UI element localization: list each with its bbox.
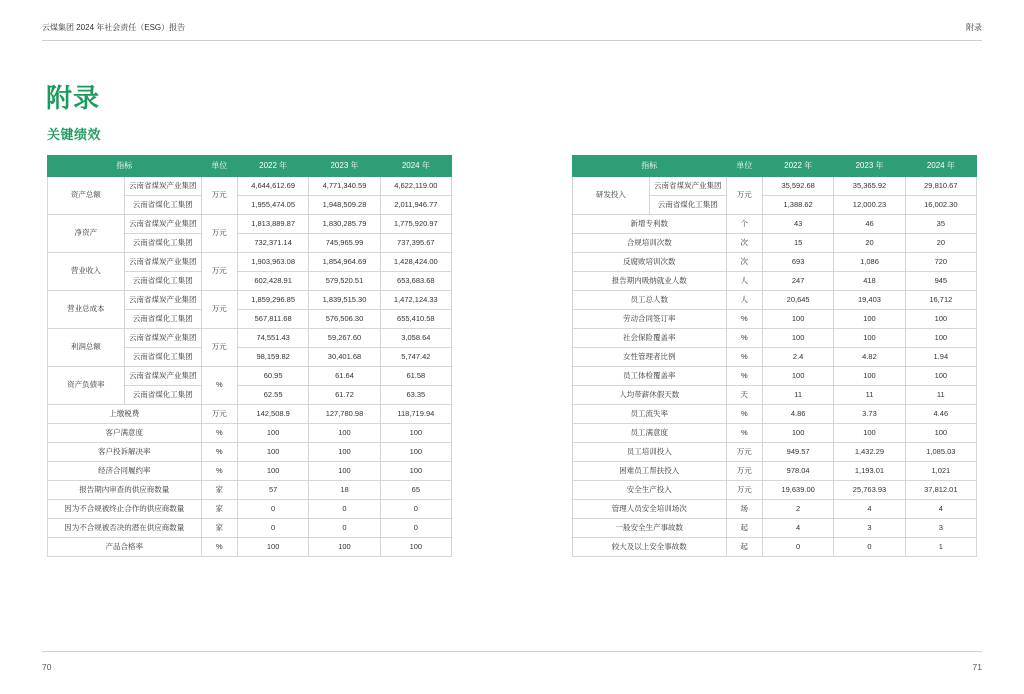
metric-group-label: 营业总成本	[48, 291, 125, 329]
metric-sub-label: 云南省煤化工集团	[649, 196, 726, 215]
metric-value: 0	[309, 519, 380, 538]
metric-sub-label: 云南省煤炭产业集团	[124, 177, 201, 196]
table-row	[573, 481, 977, 500]
metric-unit: %	[201, 424, 237, 443]
metric-label: 反腐败培训次数	[573, 253, 727, 272]
metric-sub-label: 云南省煤化工集团	[124, 348, 201, 367]
metric-unit: 起	[726, 519, 762, 538]
metric-value: 653,683.68	[380, 272, 451, 291]
metric-value: 30,401.68	[309, 348, 380, 367]
metric-unit: 天	[726, 386, 762, 405]
metric-value: 19,639.00	[762, 481, 833, 500]
metric-group-label: 营业收入	[48, 253, 125, 291]
metric-value: 100	[309, 443, 380, 462]
metric-group-label: 利润总额	[48, 329, 125, 367]
table-row	[573, 405, 977, 424]
table-row	[573, 215, 977, 234]
col-unit: 单位	[201, 156, 237, 177]
metric-value: 945	[905, 272, 976, 291]
metric-unit: %	[201, 443, 237, 462]
metric-value: 65	[380, 481, 451, 500]
metric-label: 新增专利数	[573, 215, 727, 234]
metric-value: 1.94	[905, 348, 976, 367]
metric-value: 100	[237, 443, 308, 462]
metric-value: 1,428,424.00	[380, 253, 451, 272]
metric-value: 100	[380, 538, 451, 557]
metric-value: 737,395.67	[380, 234, 451, 253]
metric-value: 100	[762, 310, 833, 329]
metric-unit: %	[726, 405, 762, 424]
metric-sub-label: 云南省煤化工集团	[124, 386, 201, 405]
metric-value: 100	[834, 329, 905, 348]
metric-value: 100	[762, 329, 833, 348]
metric-value: 0	[309, 500, 380, 519]
metric-value: 61.72	[309, 386, 380, 405]
metric-value: 576,506.30	[309, 310, 380, 329]
page-footer	[0, 662, 1024, 672]
metric-value: 693	[762, 253, 833, 272]
metric-label: 安全生产投入	[573, 481, 727, 500]
metric-value: 3.73	[834, 405, 905, 424]
metric-value: 63.35	[380, 386, 451, 405]
metric-value: 100	[762, 367, 833, 386]
metric-value: 1	[905, 538, 976, 557]
table-row	[48, 462, 452, 481]
metric-value: 2,011,946.77	[380, 196, 451, 215]
metric-group-label: 资产总额	[48, 177, 125, 215]
metric-group-label: 资产负债率	[48, 367, 125, 405]
metric-unit: %	[726, 424, 762, 443]
metric-value: 4,771,340.59	[309, 177, 380, 196]
metric-value: 1,854,964.69	[309, 253, 380, 272]
table-row	[573, 177, 977, 196]
metric-value: 1,813,889.87	[237, 215, 308, 234]
metric-unit: %	[201, 462, 237, 481]
key-performance-table-right	[572, 155, 977, 557]
metric-value: 0	[237, 500, 308, 519]
metric-sub-label: 云南省煤炭产业集团	[124, 291, 201, 310]
col-metric: 指标	[48, 156, 202, 177]
metric-value: 100	[380, 462, 451, 481]
metric-value: 118,719.94	[380, 405, 451, 424]
metric-unit: %	[201, 538, 237, 557]
table-row	[48, 215, 452, 234]
metric-label: 社会保险覆盖率	[573, 329, 727, 348]
metric-value: 100	[905, 310, 976, 329]
table-row	[48, 405, 452, 424]
metric-label: 客户投诉解决率	[48, 443, 202, 462]
metric-value: 1,830,285.79	[309, 215, 380, 234]
metric-unit: 家	[201, 500, 237, 519]
metric-value: 74,551.43	[237, 329, 308, 348]
metric-label: 一般安全生产事故数	[573, 519, 727, 538]
table-row	[573, 253, 977, 272]
footer-divider	[42, 651, 982, 652]
metric-unit: %	[726, 310, 762, 329]
table-row	[48, 481, 452, 500]
table-row	[573, 291, 977, 310]
metric-label: 员工总人数	[573, 291, 727, 310]
table-row	[48, 253, 452, 272]
table-row	[48, 329, 452, 348]
metric-label: 困难员工帮扶投入	[573, 462, 727, 481]
metric-unit: 万元	[201, 253, 237, 291]
metric-value: 949.57	[762, 443, 833, 462]
metric-label: 产品合格率	[48, 538, 202, 557]
metric-value: 1,193.01	[834, 462, 905, 481]
metric-value: 15	[762, 234, 833, 253]
table-right-body	[573, 177, 977, 557]
table-row	[573, 462, 977, 481]
table-header-row	[48, 156, 452, 177]
metric-value: 0	[380, 519, 451, 538]
table-row	[48, 367, 452, 386]
metric-value: 46	[834, 215, 905, 234]
metric-value: 1,021	[905, 462, 976, 481]
metric-value: 0	[834, 538, 905, 557]
metric-value: 418	[834, 272, 905, 291]
table-row	[573, 386, 977, 405]
metric-value: 978.04	[762, 462, 833, 481]
col-2024: 2024 年	[905, 156, 976, 177]
table-row	[48, 177, 452, 196]
metric-value: 35	[905, 215, 976, 234]
metric-value: 4	[762, 519, 833, 538]
table-row	[573, 538, 977, 557]
metric-value: 18	[309, 481, 380, 500]
metric-value: 1,859,296.85	[237, 291, 308, 310]
metric-label: 员工满意度	[573, 424, 727, 443]
metric-value: 35,365.92	[834, 177, 905, 196]
metric-unit: 次	[726, 234, 762, 253]
metric-unit: 万元	[726, 177, 762, 215]
metric-label: 较大及以上安全事故数	[573, 538, 727, 557]
metric-value: 11	[905, 386, 976, 405]
metric-value: 2	[762, 500, 833, 519]
page-number-left: 70	[42, 662, 52, 672]
metric-value: 43	[762, 215, 833, 234]
metric-sub-label: 云南省煤炭产业集团	[649, 177, 726, 196]
page-title: 附录	[46, 83, 101, 113]
metric-value: 100	[834, 310, 905, 329]
metric-label: 客户满意度	[48, 424, 202, 443]
metric-sub-label: 云南省煤炭产业集团	[124, 215, 201, 234]
metric-value: 4.86	[762, 405, 833, 424]
metric-value: 100	[309, 462, 380, 481]
metric-unit: 万元	[726, 481, 762, 500]
metric-value: 142,508.9	[237, 405, 308, 424]
metric-value: 100	[237, 538, 308, 557]
metric-sub-label: 云南省煤化工集团	[124, 310, 201, 329]
metric-value: 35,592.68	[762, 177, 833, 196]
metric-unit: 万元	[726, 443, 762, 462]
metric-value: 1,086	[834, 253, 905, 272]
metric-value: 4.82	[834, 348, 905, 367]
section-subtitle: 关键绩效	[47, 127, 102, 142]
table-row	[573, 329, 977, 348]
metric-label: 女性管理者比例	[573, 348, 727, 367]
metric-unit: 人	[726, 291, 762, 310]
metric-label: 员工体检覆盖率	[573, 367, 727, 386]
metric-unit: 起	[726, 538, 762, 557]
metric-label: 上缴税费	[48, 405, 202, 424]
metric-value: 62.55	[237, 386, 308, 405]
metric-value: 3	[834, 519, 905, 538]
table-row	[48, 443, 452, 462]
metric-sub-label: 云南省煤化工集团	[124, 196, 201, 215]
metric-unit: %	[201, 367, 237, 405]
metric-value: 4	[905, 500, 976, 519]
metric-value: 100	[905, 329, 976, 348]
metric-value: 1,472,124.33	[380, 291, 451, 310]
metric-value: 100	[905, 367, 976, 386]
metric-value: 100	[834, 424, 905, 443]
metric-unit: 家	[201, 519, 237, 538]
header-divider	[42, 40, 982, 41]
metric-unit: 万元	[201, 177, 237, 215]
col-2024: 2024 年	[380, 156, 451, 177]
metric-sub-label: 云南省煤炭产业集团	[124, 253, 201, 272]
metric-value: 11	[762, 386, 833, 405]
metric-unit: 家	[201, 481, 237, 500]
metric-group-label: 研发投入	[573, 177, 650, 215]
metric-value: 5,747.42	[380, 348, 451, 367]
metric-sub-label: 云南省煤化工集团	[124, 272, 201, 291]
metric-value: 4,622,119.00	[380, 177, 451, 196]
metric-group-label: 净资产	[48, 215, 125, 253]
table-left	[47, 155, 452, 557]
col-2023: 2023 年	[309, 156, 380, 177]
metric-value: 61.64	[309, 367, 380, 386]
table-row	[48, 519, 452, 538]
table-row	[48, 291, 452, 310]
metric-value: 1,903,963.08	[237, 253, 308, 272]
metric-unit: 万元	[726, 462, 762, 481]
key-performance-table-left	[47, 155, 452, 557]
header-section-title: 附录	[966, 23, 982, 32]
metric-value: 20,645	[762, 291, 833, 310]
table-row	[573, 443, 977, 462]
metric-value: 100	[380, 443, 451, 462]
metric-value: 98,159.82	[237, 348, 308, 367]
table-right	[572, 155, 977, 557]
metric-value: 655,410.58	[380, 310, 451, 329]
metric-label: 因为不合规被终止合作的供应商数量	[48, 500, 202, 519]
metric-unit: 场	[726, 500, 762, 519]
metric-value: 16,712	[905, 291, 976, 310]
metric-value: 247	[762, 272, 833, 291]
table-row	[573, 348, 977, 367]
table-row	[573, 310, 977, 329]
table-row	[573, 367, 977, 386]
metric-value: 567,811.68	[237, 310, 308, 329]
metric-value: 12,000.23	[834, 196, 905, 215]
metric-sub-label: 云南省煤炭产业集团	[124, 367, 201, 386]
metric-unit: 万元	[201, 215, 237, 253]
table-left-body	[48, 177, 452, 557]
metric-value: 1,948,509.28	[309, 196, 380, 215]
metric-sub-label: 云南省煤炭产业集团	[124, 329, 201, 348]
metric-value: 100	[905, 424, 976, 443]
metric-unit: 个	[726, 215, 762, 234]
metric-unit: 万元	[201, 291, 237, 329]
metric-unit: 万元	[201, 329, 237, 367]
metric-value: 20	[834, 234, 905, 253]
metric-value: 1,775,920.97	[380, 215, 451, 234]
table-row	[573, 424, 977, 443]
metric-value: 4	[834, 500, 905, 519]
metric-value: 20	[905, 234, 976, 253]
metric-value: 0	[237, 519, 308, 538]
col-2022: 2022 年	[237, 156, 308, 177]
metric-value: 19,403	[834, 291, 905, 310]
metric-label: 劳动合同签订率	[573, 310, 727, 329]
metric-value: 29,810.67	[905, 177, 976, 196]
page-number-right: 71	[972, 662, 982, 672]
metric-value: 720	[905, 253, 976, 272]
metric-value: 745,965.99	[309, 234, 380, 253]
col-unit: 单位	[726, 156, 762, 177]
metric-label: 合规培训次数	[573, 234, 727, 253]
metric-label: 报告期内吸纳就业人数	[573, 272, 727, 291]
metric-value: 602,428.91	[237, 272, 308, 291]
metric-value: 1,432.29	[834, 443, 905, 462]
metric-value: 732,371.14	[237, 234, 308, 253]
metric-value: 100	[762, 424, 833, 443]
metric-unit: 万元	[201, 405, 237, 424]
metric-value: 1,839,515.30	[309, 291, 380, 310]
metric-value: 16,002.30	[905, 196, 976, 215]
metric-value: 1,388.62	[762, 196, 833, 215]
metric-value: 57	[237, 481, 308, 500]
metric-value: 2.4	[762, 348, 833, 367]
table-row	[573, 500, 977, 519]
header-report-title: 云煤集团 2024 年社会责任（ESG）报告	[42, 23, 186, 32]
metric-value: 25,763.93	[834, 481, 905, 500]
metric-value: 3	[905, 519, 976, 538]
metric-unit: %	[726, 329, 762, 348]
metric-label: 因为不合规被否决的潜在供应商数量	[48, 519, 202, 538]
metric-value: 1,085.03	[905, 443, 976, 462]
col-2023: 2023 年	[834, 156, 905, 177]
metric-unit: 人	[726, 272, 762, 291]
metric-value: 3,058.64	[380, 329, 451, 348]
metric-sub-label: 云南省煤化工集团	[124, 234, 201, 253]
metric-unit: %	[726, 348, 762, 367]
metric-value: 59,267.60	[309, 329, 380, 348]
metric-value: 61.58	[380, 367, 451, 386]
metric-value: 11	[834, 386, 905, 405]
col-metric: 指标	[573, 156, 727, 177]
table-row	[573, 519, 977, 538]
metric-value: 60.95	[237, 367, 308, 386]
metric-unit: 次	[726, 253, 762, 272]
table-row	[573, 272, 977, 291]
metric-value: 579,520.51	[309, 272, 380, 291]
table-row	[48, 424, 452, 443]
metric-label: 员工流失率	[573, 405, 727, 424]
metric-value: 100	[834, 367, 905, 386]
metric-value: 0	[762, 538, 833, 557]
metric-value: 100	[237, 424, 308, 443]
metric-value: 127,780.98	[309, 405, 380, 424]
metric-value: 4.46	[905, 405, 976, 424]
metric-value: 100	[237, 462, 308, 481]
metric-value: 4,644,612.69	[237, 177, 308, 196]
metric-label: 管理人员安全培训场次	[573, 500, 727, 519]
metric-value: 37,812.01	[905, 481, 976, 500]
metric-value: 100	[309, 424, 380, 443]
table-row	[48, 500, 452, 519]
metric-value: 100	[309, 538, 380, 557]
metric-label: 人均带薪休假天数	[573, 386, 727, 405]
metric-label: 员工培训投入	[573, 443, 727, 462]
table-header-row	[573, 156, 977, 177]
table-row	[48, 538, 452, 557]
metric-label: 报告期内审查的供应商数量	[48, 481, 202, 500]
table-row	[573, 234, 977, 253]
col-2022: 2022 年	[762, 156, 833, 177]
metric-value: 0	[380, 500, 451, 519]
metric-unit: %	[726, 367, 762, 386]
metric-value: 100	[380, 424, 451, 443]
metric-label: 经济合同履约率	[48, 462, 202, 481]
metric-value: 1,955,474.05	[237, 196, 308, 215]
